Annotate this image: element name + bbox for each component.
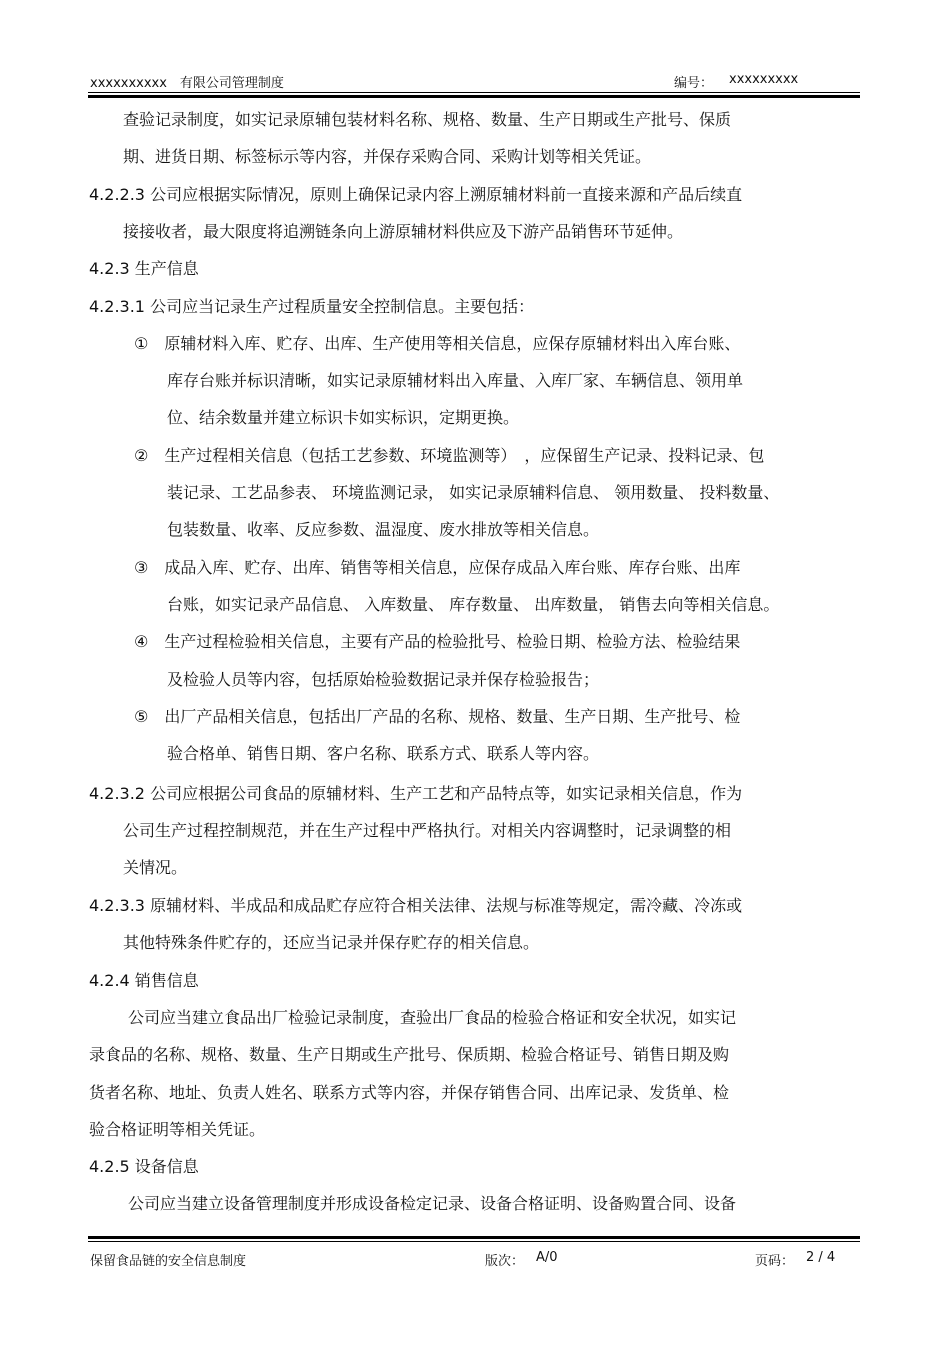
body-line: 查验记录制度，如实记录原辅包装材料名称、规格、数量、生产日期或生产批号、保质	[123, 110, 732, 129]
list-item-cont: 包装数量、收率、反应参数、温湿度、废水排放等相关信息。	[167, 520, 600, 539]
footer-version-label: 版次：	[485, 1254, 525, 1269]
header-number-value: xxxxxxxxx	[729, 72, 799, 87]
header-company: xxxxxxxxxx 有限公司管理制度	[90, 76, 284, 91]
body-line: 关情况。	[123, 858, 188, 877]
section-heading: 4.2.4 销售信息	[89, 971, 199, 990]
list-item-cont: 验合格单、销售日期、客户名称、联系方式、联系人等内容。	[167, 744, 600, 763]
body-line: 4.2.3.2 公司应根据公司食品的原辅材料、生产工艺和产品特点等，如实记录相关信息，作为	[89, 784, 743, 803]
body-line: 其他特殊条件贮存的，还应当记录并保存贮存的相关信息。	[123, 933, 540, 952]
footer-page-label: 页码：	[755, 1254, 795, 1269]
list-item-cont: 位、结余数量并建立标识卡如实标识，定期更换。	[167, 408, 520, 427]
body-line: 公司应当建立设备管理制度并形成设备检定记录、设备合格证明、设备购置合同、设备	[128, 1194, 737, 1213]
body-line: 4.2.3.3 原辅材料、半成品和成品贮存应符合相关法律、法规与标准等规定，需冷藏、冷冻或	[89, 896, 743, 915]
list-item-cont: 库存台账并标识清晰，如实记录原辅材料出入库量、入库厂家、车辆信息、领用单	[167, 371, 744, 390]
footer-page-value: 2 / 4	[806, 1250, 836, 1265]
list-item-cont: 装记录、工艺品参表、 环境监测记录， 如实记录原辅料信息、 领用数量、 投料数量、	[167, 483, 780, 502]
footer-rule-thin	[88, 1241, 860, 1242]
body-line: 公司应当建立食品出厂检验记录制度，查验出厂食品的检验合格证和安全状况，如实记	[128, 1008, 737, 1027]
body-line: 验合格证明等相关凭证。	[89, 1120, 266, 1139]
list-item: ⑤ 出厂产品相关信息，包括出厂产品的名称、规格、数量、生产日期、生产批号、检	[134, 707, 741, 726]
body-line: 期、进货日期、标签标示等内容，并保存采购合同、采购计划等相关凭证。	[123, 147, 652, 166]
list-item: ① 原辅材料入库、贮存、出库、生产使用等相关信息，应保存原辅材料出入库台账、	[134, 334, 741, 353]
body-line: 4.2.2.3 公司应根据实际情况，原则上确保记录内容上溯原辅材料前一直接来源和产品后续直	[89, 185, 743, 204]
body-line: 4.2.3.1 公司应当记录生产过程质量安全控制信息。主要包括：	[89, 297, 535, 316]
header-rule-thick	[88, 95, 860, 98]
body-line: 录食品的名称、规格、数量、生产日期或生产批号、保质期、检验合格证号、销售日期及购	[89, 1045, 730, 1064]
body-line: 货者名称、地址、负责人姓名、联系方式等内容，并保存销售合同、出库记录、发货单、检	[89, 1083, 730, 1102]
section-heading: 4.2.3 生产信息	[89, 259, 199, 278]
footer-rule-thick	[88, 1236, 860, 1239]
list-item: ④ 生产过程检验相关信息，主要有产品的检验批号、检验日期、检验方法、检验结果	[134, 632, 741, 651]
header-rule-thin	[88, 92, 860, 93]
list-item: ② 生产过程相关信息（包括工艺参数、环境监测等） ，应保留生产记录、投料记录、包	[134, 446, 765, 465]
section-heading: 4.2.5 设备信息	[89, 1157, 199, 1176]
body-line: 公司生产过程控制规范，并在生产过程中严格执行。对相关内容调整时，记录调整的相	[123, 821, 732, 840]
list-item-cont: 及检验人员等内容，包括原始检验数据记录并保存检验报告；	[167, 670, 600, 689]
header-number-label: 编号：	[674, 76, 714, 91]
body-line: 接接收者，最大限度将追溯链条向上游原辅材料供应及下游产品销售环节延伸。	[123, 222, 684, 241]
list-item: ③ 成品入库、贮存、出库、销售等相关信息，应保存成品入库台账、库存台账、出库	[134, 558, 741, 577]
footer-title: 保留食品链的安全信息制度	[90, 1254, 247, 1269]
footer-version-value: A/0	[536, 1250, 558, 1265]
list-item-cont: 台账，如实记录产品信息、 入库数量、 库存数量、 出库数量， 销售去向等相关信息。	[167, 595, 780, 614]
